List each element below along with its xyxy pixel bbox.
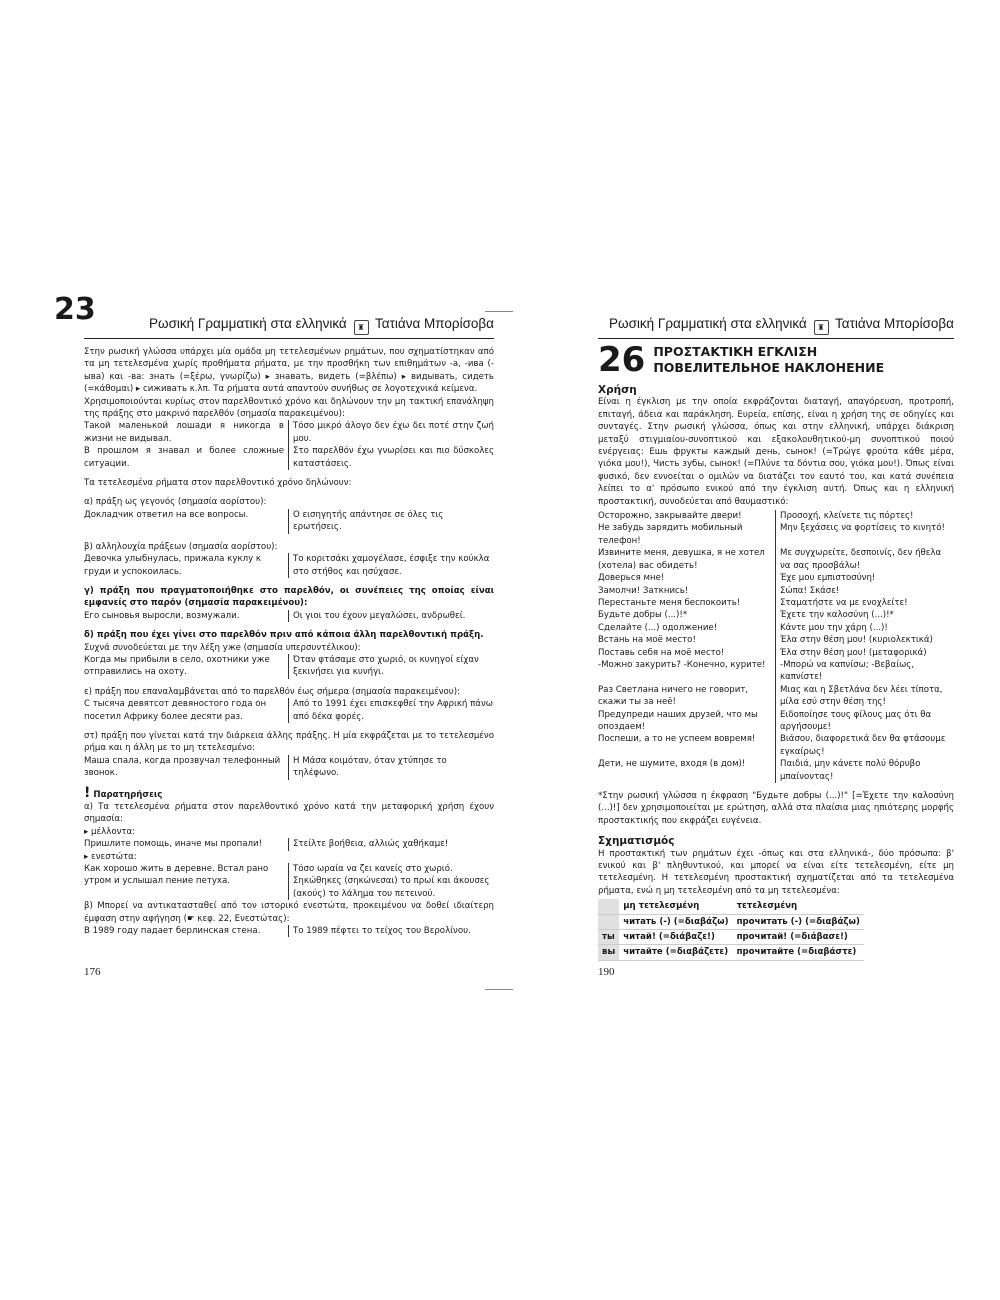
publisher-logo-icon: ♜: [814, 320, 829, 335]
example-ru: Когда мы прибыли в село, охотники уже отправились на охоту.: [84, 654, 289, 679]
chapter-title-gr: ΠΡΟΣΤΑΚΤΙΚΗ ΕΓΚΛΙΣΗ: [653, 344, 818, 359]
rule-heading: α) πράξη ως γεγονός (σημασία αορίστου):: [84, 497, 267, 508]
example-pair: [598, 733, 954, 758]
example-pair: [84, 509, 494, 534]
table-cell: прочитать (-) (=διαβάζω): [733, 914, 864, 929]
footnote: *Στην ρωσική γλώσσα η έκφραση "Будьте добры (...)!" [=Έχετε την καλοσύνη (...)!] δεν χρησιμοποιείται με ερώτηση, αλλά στα πλαίσια μιας ηπιότερης μορφής προστακτικής που εκφράζει ευγένεια.: [598, 791, 954, 826]
rule-subheading: Συχνά συνοδεύεται με την λέξη уже (σημασία υπερσυντέλικου):: [84, 642, 361, 653]
example-ru: Извините меня, девушка, я не хотел (хотела) вас обидеть!: [598, 547, 776, 572]
example-pair: [598, 510, 954, 522]
conjugation-table: [598, 899, 864, 961]
table-row-label: вы: [598, 945, 619, 960]
example-pair: [84, 838, 494, 850]
example-gr: Ειδοποίησε τους φίλους μας ότι θα αργήσουμε!: [780, 709, 932, 732]
example-pair: [598, 758, 954, 783]
example-pair: [84, 610, 494, 622]
formation-paragraph: Η προστακτική των ρημάτων έχει -όπως και στα ελληνικά-, δύο πρόσωπα: β' ενικού και β' πληθυντικού, και μπορεί να είναι είτε τετελεσμένη, είτε μη τετελεσμένη. Η τετελεσμένη προστακτική σχηματίζεται από τα τετελεσμένα ρήματα, ενώ η μη τετελεσμένη από τα μη τετελεσμένα:: [598, 848, 954, 896]
header-title: Ρωσική Γραμματική στα ελληνικά: [609, 316, 807, 331]
example-ru: В 1989 году падает берлинская стена.: [84, 925, 289, 937]
chapter-heading: [598, 339, 954, 380]
example-ru: С тысяча девятсот девяностого года он посетил Африку более десяти раз.: [84, 698, 289, 723]
table-cell: прочитай! (=διάβασε!): [733, 930, 864, 945]
intro-paragraph: Στην ρωσική γλώσσα υπάρχει μία ομάδα μη τετελεσμένων ρημάτων, που σχηματίστηκαν από τα μη τετελεσμένα χωρίς προθήματα ρήματα, με την προσθήκη των επιθημάτων -а, -ива (-ыва) και -ва: знать (=ξέρω, γνωρίζω) ▸ знавать, видеть (=βλέπω) ▸ видывать, сидеть (=κάθομαι) ▸ сиживать κ.λπ. Τα ρήματα αυτά απαντούν συνήθως σε λογοτεχνικά κείμενα.: [84, 347, 494, 395]
example-ru: Перестаньте меня беспокоить!: [598, 597, 776, 609]
rule-heading: γ) πράξη που πραγματοποιήθηκε στο παρελθόν, οι συνέπειες της οποίας είναι εμφανείς στο παρόν (σημασία παρακειμένου):: [84, 585, 494, 609]
chapter-title-ru: ПОВЕЛИТЕЛЬНОЕ НАКЛОНЕНИЕ: [653, 360, 885, 375]
page-number: 176: [84, 965, 101, 978]
example-gr: Παιδιά, μην κάνετε πολύ θόρυβο μπαίνοντας!: [780, 759, 921, 782]
example-gr: Έχετε την καλοσύνη (...)!*: [780, 610, 894, 621]
example-gr: Έχε μου εμπιστοσύνη!: [780, 573, 876, 584]
example-pair: [598, 684, 954, 709]
example-gr: Στείλτε βοήθεια, αλλιώς χαθήκαμε!: [293, 839, 449, 850]
example-gr: Όταν φτάσαμε στο χωριό, οι κυνηγοί είχαν ξεκινήσει για κυνήγι.: [293, 654, 479, 678]
example-ru: Замолчи! Заткнись!: [598, 585, 776, 597]
table-cell: читайте (=διαβάζετε): [619, 945, 732, 960]
example-ru: Поспеши, а то не успеем вовремя!: [598, 733, 776, 758]
note-bullet: ▸ μέλλοντα:: [84, 826, 136, 837]
left-header: [54, 292, 494, 339]
example-gr: Οι γιοι του έχουν μεγαλώσει, ανδρωθεί.: [293, 610, 466, 621]
example-list: [598, 510, 954, 783]
example-ru: Докладчик ответил на все вопросы.: [84, 509, 289, 534]
header-author: Τατιάνα Μπορίσοβα: [375, 316, 494, 331]
table-row: [598, 914, 864, 929]
example-ru: Предупреди наших друзей, что мы опоздаем!: [598, 709, 776, 734]
chapter-number: 23: [54, 292, 96, 327]
example-ru: Пришлите помощь, иначе мы пропали!: [84, 838, 289, 850]
example-gr: Προσοχή, κλείνετε τις πόρτες!: [780, 511, 914, 522]
example-pair: [84, 755, 494, 780]
example-gr: Έλα στην θέση μου! (μεταφορικά): [780, 647, 927, 658]
example-gr: Τόσο μικρό άλογο δεν έχω δει ποτέ στην ζωή μου.: [293, 421, 494, 444]
example-gr: Βιάσου, διαφορετικά δεν θα φτάσουμε εγκαίρως!: [780, 734, 946, 757]
header-title: Ρωσική Γραμματική στα ελληνικά: [149, 316, 347, 331]
table-row-label: ты: [598, 930, 619, 945]
example-gr: Έλα στην θέση μου! (κυριολεκτικά): [780, 635, 933, 646]
note-text: β) Μπορεί να αντικατασταθεί από τον ιστορικό ενεστώτα, προκειμένου να δοθεί ιδιαίτερη έμφαση στην αφήγηση (☛ κεφ. 22, Ενεστώτας):: [84, 901, 494, 924]
note-text: α) Τα τετελεσμένα ρήματα στον παρελθοντικό χρόνο κατά την μεταφορική χρήση έχουν σημασία:: [84, 802, 494, 825]
example-ru: Девочка улыбнулась, прижала куклу к груди и успокоилась.: [84, 553, 289, 578]
example-ru: Как хорошо жить в деревне. Встал рано утром и услышал пение петуха.: [84, 863, 289, 900]
header-author: Τατιάνα Μπορίσοβα: [835, 316, 954, 331]
section-heading: Σχηματισμός: [598, 835, 675, 848]
example-pair: [598, 522, 954, 547]
usage-paragraph: Είναι η έγκλιση με την οποία εκφράζονται διαταγή, απαγόρευση, προτροπή, επιταγή, άδεια και παράκληση. Ευρεία, επίσης, είναι η χρήση της σε οδηγίες και συνταγές. Στην ρωσική γλώσσα, όπως και στην ελληνική, υπάρχει διάκριση μεταξύ στιγμιαίου-συνοπτικού και εξακολουθητικού-μη συνοπτικού ποιού ενέργειας: Ешь фрукты каждый день, сынок! (=Τρώγε φρούτα κάθε μέρα, γιόκα μου!), Чисть зубы, сынок! (=Πλύνε τα δόντια σου, γιόκα μου!). Όπως είναι φυσικό, δεν εννοείται ο ομιλών να διατάζει τον εαυτό του, και κατά συνέπεια λείπει το α' πρόσωπο ενικού από την έγκλιση αυτή. Όπως και η ελληνική προστακτική, συνοδεύεται από θαυμαστικό:: [598, 397, 954, 507]
example-pair: [84, 553, 494, 578]
example-pair: [84, 420, 494, 470]
example-gr: Τόσο ωραία να ζει κανείς στο χωριό. Σηκώθηκες (σηκώνεσαι) το πρωί και άκουσες (ακούς) το λάλημα του πετεινού.: [293, 864, 490, 899]
example-ru: В прошлом я знавал и более сложные ситуации.: [84, 446, 284, 469]
right-header: [598, 312, 954, 339]
section-heading: Χρήση: [598, 384, 637, 396]
example-gr: Σταματήστε να με ενοχλείτε!: [780, 597, 908, 608]
right-page: [598, 316, 954, 978]
table-header: μη τετελεσμένη: [619, 899, 732, 914]
example-gr: -Μπορώ να καπνίσω; -Βεβαίως, καπνίστε!: [780, 659, 915, 683]
example-gr: Ο εισηγητής απάντησε σε όλες τις ερωτήσεις.: [293, 509, 444, 533]
chapter-number: 26: [598, 339, 646, 380]
example-pair: [598, 547, 954, 572]
example-gr: Η Μάσα κοιμόταν, όταν χτύπησε το τηλέφωνο.: [293, 755, 447, 779]
example-gr: Σώπα! Σκάσε!: [780, 585, 840, 596]
example-pair: [598, 572, 954, 584]
example-pair: [84, 863, 494, 900]
rule-heading: β) αλληλουχία πράξεων (σημασία αορίστου):: [84, 541, 278, 552]
example-ru: Раз Светлана ничего не говорит, скажи ты за неё!: [598, 684, 776, 709]
table-header: τετελεσμένη: [733, 899, 864, 914]
example-gr: Μιας και η Σβετλάνα δεν λέει τίποτα, μίλα εσύ στην θέση της!: [780, 684, 943, 708]
example-gr: Μην ξεχάσεις να φορτίσεις το κινητό!: [780, 523, 945, 534]
example-ru: Его сыновья выросли, возмужали.: [84, 610, 289, 622]
note-bullet: ▸ ενεστώτα:: [84, 851, 137, 862]
example-ru: Маша спала, когда прозвучал телефонный звонок.: [84, 755, 289, 780]
rule-heading: ε) πράξη που επαναλαμβάνεται από το παρελθόν έως σήμερα (σημασία παρακειμένου):: [84, 686, 461, 697]
example-ru: -Можно закурить? -Конечно, курите!: [598, 659, 776, 684]
example-pair: [598, 597, 954, 609]
crop-mark-bottom: [485, 989, 513, 990]
publisher-logo-icon: ♜: [354, 320, 369, 335]
example-gr: Το κοριτσάκι χαμογέλασε, έσφιξε την κούκλα στο στήθος και ησύχασε.: [293, 554, 490, 577]
example-pair: [84, 925, 494, 937]
rule-heading: δ) πράξη που έχει γίνει στο παρελθόν πριν από κάποια άλλη παρελθοντική πράξη.: [84, 630, 484, 641]
page-number: 190: [598, 965, 615, 978]
example-ru: Дети, не шумите, входя (в дом)!: [598, 758, 776, 783]
example-pair: [598, 659, 954, 684]
table-cell: прочитайте (=διαβάστε): [733, 945, 864, 960]
table-row: [598, 930, 864, 945]
example-ru: Такой маленькой лошади я никогда в жизни не видывал.: [84, 421, 284, 444]
example-pair: [598, 585, 954, 597]
example-ru: Осторожно, закрывайте двери!: [598, 510, 776, 522]
example-gr: Από το 1991 έχει επισκεφθεί την Αφρική πάνω από δέκα φορές.: [293, 699, 493, 722]
example-pair: [84, 654, 494, 679]
table-header-row: [598, 899, 864, 914]
example-ru: Не забудь зарядить мобильный телефон!: [598, 522, 776, 547]
example-pair: [598, 634, 954, 646]
example-gr: Με συγχωρείτε, δεσποινίς, δεν ήθελα να σας προσβάλω!: [780, 548, 942, 571]
intro-paragraph-2: Χρησιμοποιούνται κυρίως στον παρελθοντικό χρόνο και δηλώνουν την μη τακτική επανάληψη της πράξης στο μακρινό παρελθόν (σημασία παρακειμένου):: [84, 396, 494, 420]
example-ru: Доверься мне!: [598, 572, 776, 584]
rule-heading: στ) πράξη που γίνεται κατά την διάρκεια άλλης πράξης. Η μία εκφράζεται με το τετελεσμένο ρήμα και η άλλη με το μη τετελεσμένο:: [84, 730, 494, 754]
example-ru: Сделайте (...) одолжение!: [598, 622, 776, 634]
example-gr: Το 1989 πέφτει το τείχος του Βερολίνου.: [293, 926, 471, 937]
notes-heading: ! Παρατηρήσεις: [84, 784, 163, 801]
example-ru: Поставь себя на моё место!: [598, 647, 776, 659]
example-gr: Κάντε μου την χάρη (...)!: [780, 622, 888, 633]
table-cell: читать (-) (=διαβάζω): [619, 914, 732, 929]
section-intro: Τα τετελεσμένα ρήματα στον παρελθοντικό χρόνο δηλώνουν:: [84, 478, 352, 489]
left-page: [54, 292, 494, 978]
example-pair: [598, 709, 954, 734]
table-row: [598, 945, 864, 960]
table-cell: читай! (=διάβαζε!): [619, 930, 732, 945]
example-ru: Будьте добры (...)!*: [598, 609, 776, 621]
example-pair: [84, 698, 494, 723]
example-ru: Встань на моё место!: [598, 634, 776, 646]
example-pair: [598, 609, 954, 621]
example-gr: Στο παρελθόν έχω γνωρίσει και πιο δύσκολες καταστάσεις.: [293, 446, 494, 469]
exclamation-icon: !: [84, 784, 91, 801]
example-pair: [598, 647, 954, 659]
example-pair: [598, 622, 954, 634]
